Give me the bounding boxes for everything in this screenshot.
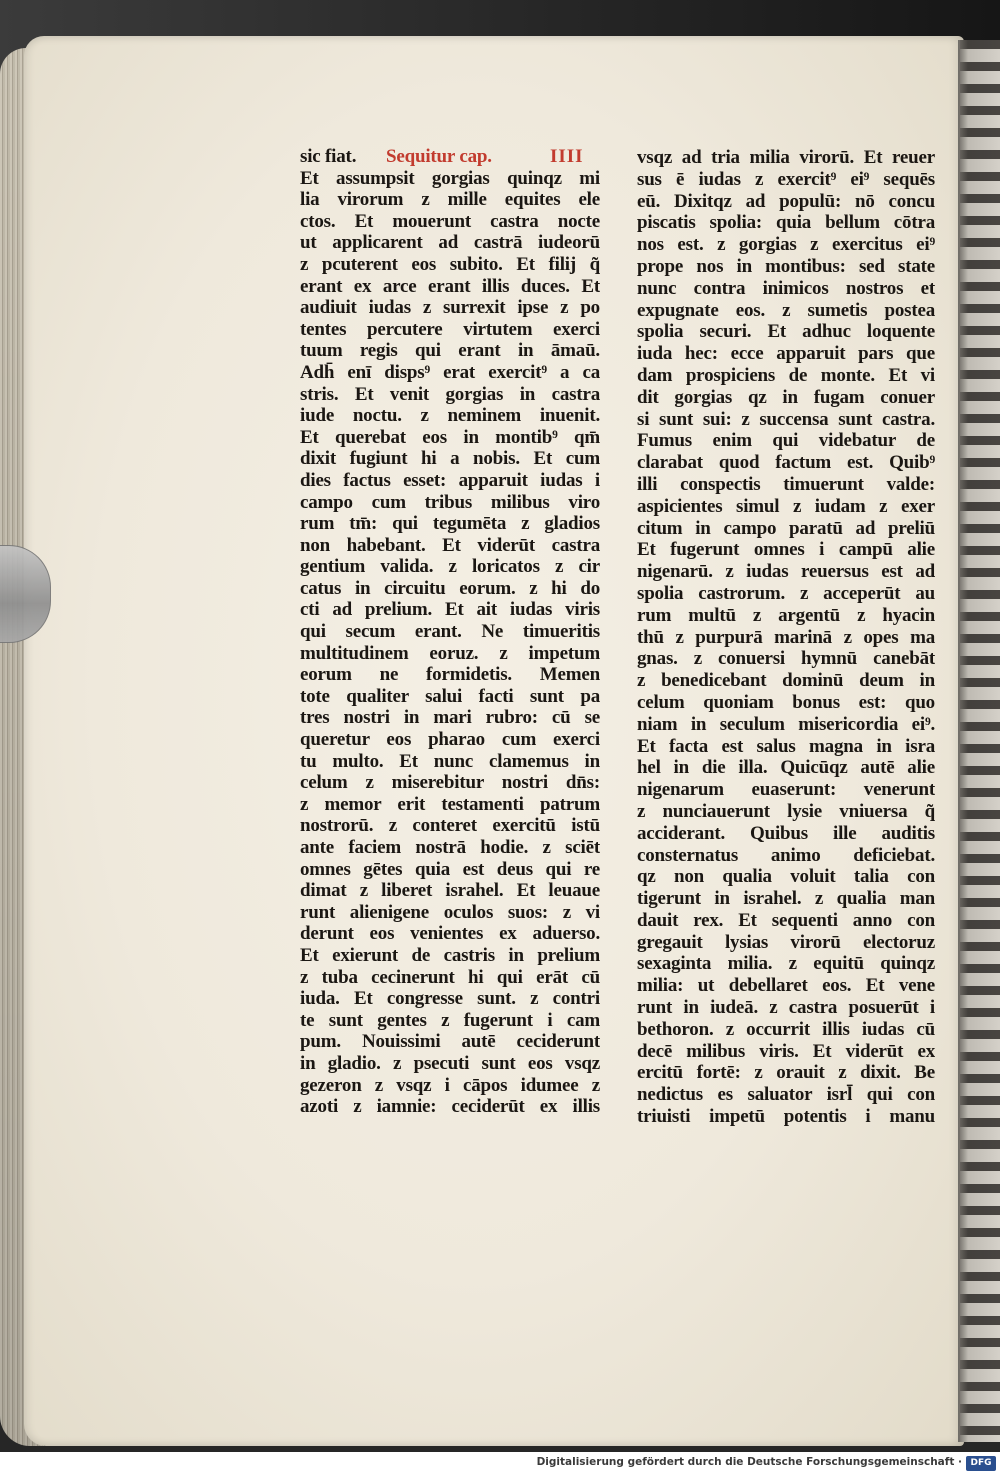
text-line: nigenarum euaserunt: venerunt	[637, 779, 935, 801]
text-line: triuisti impetū potentis i manu	[637, 1106, 935, 1128]
text-line: nostrorū. z conteret exercitū istū	[300, 815, 600, 837]
text-line: z tuba cecinerunt hi qui erāt cū	[300, 966, 600, 988]
text-line: ercitū fortē: z orauit z dixit. Be	[637, 1062, 935, 1084]
text-line: queretur eos pharao cum exerci	[300, 729, 600, 751]
footer-bar	[0, 1452, 1000, 1475]
text-line: sus ē iudas z exercit⁹ ei⁹ sequēs	[637, 168, 935, 190]
text-line: milia: ut debellaret eos. Et vene	[637, 975, 935, 997]
text-line: nigenarū. z iudas reuersus est ad	[637, 561, 935, 583]
text-line: z pcuterent eos subito. Et filij q̃	[300, 253, 600, 275]
text-line: pum. Nouissimi autē ceciderunt	[300, 1031, 600, 1053]
rubric-chapter-label: Sequitur cap.	[386, 146, 492, 167]
text-line: azoti z iamnie: ceciderūt ex illis	[300, 1096, 600, 1118]
text-line: Et facta est salus magna in isra	[637, 735, 935, 757]
dfg-logo-icon: DFG	[966, 1456, 996, 1471]
text-line: stris. Et venit gorgias in castra	[300, 383, 600, 405]
text-line: qz non qualia voluit talia con	[637, 866, 935, 888]
text-line: Et exierunt de castris in prelium	[300, 944, 600, 966]
text-line: derunt eos venientes ex aduerso.	[300, 923, 600, 945]
text-line: ante faciem nostrā hodie. z sciēt	[300, 837, 600, 858]
text-line: acciderant. Quibus ille auditis	[637, 822, 935, 844]
text-line: consternatus animo deficiebat.	[637, 844, 935, 866]
text-line: Et fugerunt omnes i campū alie	[637, 539, 935, 561]
text-line: sexaginta milia. z equitū quinqz	[637, 953, 935, 975]
text-line: nedictus es saluator isrl̄ qui con	[637, 1084, 935, 1106]
text-line: cti ad prelium. Et ait iudas viris	[300, 599, 600, 621]
left-text-column	[300, 146, 600, 1118]
text-line: z nunciauerunt lysie vniuersa q̃	[637, 800, 935, 822]
text-line: catus in circuitu eorum. z hi do	[300, 577, 600, 599]
text-line: dimat z liberet israhel. Et leuaue	[300, 880, 600, 902]
text-line: tentes percutere virtutem exerci	[300, 318, 600, 340]
rubric-chapter-number: IIII	[550, 146, 584, 167]
text-line: multitudinem eoruz. z impetum	[300, 642, 600, 664]
text-line: spolia securi. Et adhuc loquente	[637, 321, 935, 343]
text-line: nos est. z gorgias z exercitus ei⁹	[637, 234, 935, 256]
text-line: iude noctu. z neminem inuenit.	[300, 405, 600, 427]
right-text-column	[637, 147, 935, 1128]
text-line: iuda. Et congresse sunt. z contri	[300, 988, 600, 1010]
text-line: tote qualiter salui facti sunt pa	[300, 685, 600, 707]
footer-credit: Digitalisierung gefördert durch die Deutsche Forschungsgemeinschaft ·	[536, 1456, 962, 1468]
text-line: audiuit iudas z surrexit ipse z po	[300, 297, 600, 319]
text-line: Et querebat eos in montib⁹ qm̄	[300, 426, 600, 448]
chapter-heading	[300, 146, 600, 168]
text-line: citum in campo paratū ad preliū	[637, 517, 935, 539]
text-line: niam in seculum misericordia ei⁹.	[637, 713, 935, 735]
text-line: aspicientes simul z iudam z exer	[637, 495, 935, 517]
text-line: clarabat quod factum est. Quib⁹	[637, 452, 935, 474]
text-line: eorum ne formidetis. Memen	[300, 664, 600, 686]
text-line: dam prospiciens de monte. Et vi	[637, 364, 935, 386]
text-line: erant ex arce erant illis duces. Et	[300, 275, 600, 297]
text-line: Adh̄ enī disps⁹ erat exercit⁹ a ca	[300, 361, 600, 383]
text-line: iuda hec: ecce apparuit pars que	[637, 343, 935, 365]
text-line: lia virorum z mille equites ele	[300, 189, 600, 211]
text-line: gnas. z conuersi hymnū canebāt	[637, 648, 935, 670]
text-line: ctos. Et mouerunt castra nocte	[300, 210, 600, 232]
text-line: thū z purpurā marinā z opes ma	[637, 626, 935, 648]
text-line: non habebant. Et viderūt castra	[300, 534, 600, 556]
text-line: rum multū z argentū z hyacin	[637, 604, 935, 626]
text-line: dixit fugiunt hi a nobis. Et cum	[300, 448, 600, 470]
text-line: z memor erit testamenti patrum	[300, 793, 600, 815]
text-line: tres nostri in mari rubro: cū se	[300, 707, 600, 729]
text-line: gregauit lysias virorū electoruz	[637, 931, 935, 953]
text-line: campo cum tribus milibus viro	[300, 491, 600, 513]
text-line: Et assumpsit gorgias quinqz mi	[300, 167, 600, 189]
text-line: celum quoniam bonus est: quo	[637, 691, 935, 713]
text-line: runt alienigene oculos suos: z vi	[300, 901, 600, 923]
text-line: nunc contra inimicos nostros et	[637, 277, 935, 299]
text-line: tuum regis qui erant in āmaū.	[300, 340, 600, 362]
text-line: hel in die illa. Quicūqz autē alie	[637, 757, 935, 779]
text-line: si sunt sui: z succensa sunt castra.	[637, 408, 935, 430]
text-line: vsqz ad tria milia virorū. Et reuer	[637, 147, 935, 168]
text-line: dit gorgias qz in fugam conuer	[637, 386, 935, 408]
text-line: decē milibus viris. Et viderūt ex	[637, 1040, 935, 1062]
text-line: expugnate eos. z sumetis postea	[637, 299, 935, 321]
text-line: gezeron z vsqz i cāpos idumee z	[300, 1074, 600, 1096]
text-line: bethoron. z occurrit illis iudas cū	[637, 1018, 935, 1040]
text-line: rum tm̄: qui tegumēta z gladios	[300, 513, 600, 535]
text-line: celum z miserebitur nostri dn̄s:	[300, 772, 600, 794]
text-line: tigerunt in israhel. z qualia man	[637, 888, 935, 910]
text-line: omnes gētes quia est deus qui re	[300, 858, 600, 880]
heading-text-black: sic fiat.	[300, 146, 357, 167]
text-line: z benedicebant dominū deum in	[637, 670, 935, 692]
text-line: spolia castrorum. z acceperūt au	[637, 582, 935, 604]
text-line: illi conspectis timuerunt valde:	[637, 473, 935, 495]
text-line: Fumus enim qui videbatur de	[637, 430, 935, 452]
text-line: qui secum erant. Ne timueritis	[300, 621, 600, 643]
text-line: piscatis spolia: quia bellum cōtra	[637, 212, 935, 234]
text-line: dies factus esset: apparuit iudas i	[300, 469, 600, 491]
text-line: in gladio. z psecuti sunt eos vsqz	[300, 1052, 600, 1074]
text-line: runt in iudeā. z castra posuerūt i	[637, 997, 935, 1019]
text-line: eū. Dixitqz ad populū: nō concu	[637, 190, 935, 212]
text-line: ut applicarent ad castrā iudeorū	[300, 232, 600, 254]
text-line: te sunt gentes z fugerunt i cam	[300, 1009, 600, 1031]
text-line: tu multo. Et nunc clamemus in	[300, 750, 600, 772]
text-line: prope nos in montibus: sed state	[637, 255, 935, 277]
text-line: gentium valida. z loricatos z cir	[300, 556, 600, 578]
text-line: dauit rex. Et sequenti anno con	[637, 909, 935, 931]
page-gutter-shadow	[958, 40, 968, 1442]
